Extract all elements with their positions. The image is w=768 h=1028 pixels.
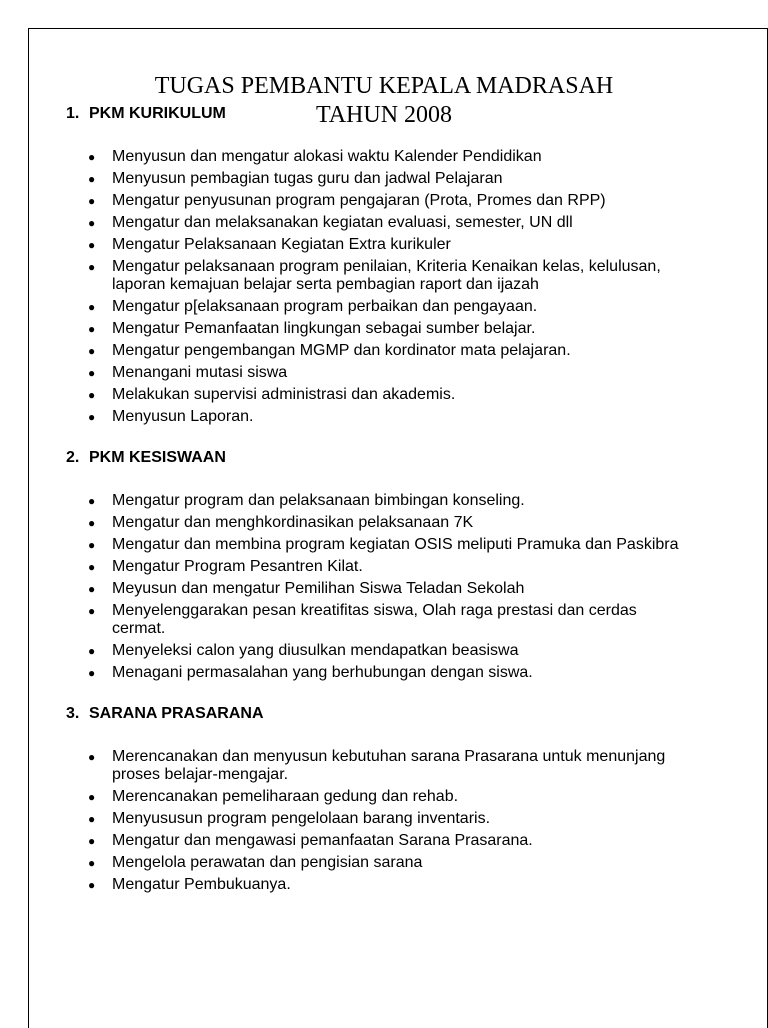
section-title: PKM KESISWAAN xyxy=(89,449,226,466)
bullet-icon: ● xyxy=(88,388,96,402)
list-item: ● Mengatur program dan pelaksanaan bimbingan konseling. xyxy=(66,490,686,512)
section-number: 3. xyxy=(66,705,80,722)
bullet-icon: ● xyxy=(88,300,96,314)
section-number: 2. xyxy=(66,449,80,466)
section-title: SARANA PRASARANA xyxy=(89,705,264,722)
document-title-line-2: TAHUN 2008 xyxy=(315,102,453,128)
bullet-icon: ● xyxy=(88,150,96,164)
bullet-icon: ● xyxy=(88,790,96,804)
list-item: ● Mengatur dan menghkordinasikan pelaksanaan 7K xyxy=(66,512,686,534)
list-item: ● Mengatur pelaksanaan program penilaian, Kriteria Kenaikan kelas, kelulusan, laporan kemajuan belajar serta pembagian raport dan ijazah xyxy=(88,258,661,293)
bullet-icon: ● xyxy=(88,582,96,596)
document-title-line-1: TUGAS PEMBANTU KEPALA MADRASAH xyxy=(154,73,614,99)
list-item: ● Mengatur penyusunan program pengajaran (Prota, Promes dan RPP) xyxy=(66,190,686,212)
list-item: ● Menyusun dan mengatur alokasi waktu Kalender Pendidikan xyxy=(66,146,686,168)
list-item: ● Mengatur Program Pesantren Kilat. xyxy=(66,556,686,578)
bullet-icon: ● xyxy=(88,260,96,274)
bullet-icon: ● xyxy=(88,812,96,826)
section-number: 1. xyxy=(66,105,80,122)
section-pkm-kesiswaan xyxy=(66,448,686,684)
list-item: ● Menyeleksi calon yang diusulkan mendapatkan beasiswa xyxy=(66,640,686,662)
bullet-icon: ● xyxy=(88,494,96,508)
bullet-icon: ● xyxy=(88,750,96,764)
section-heading xyxy=(66,104,686,124)
list-item: ● Mengatur Pemanfaatan lingkungan sebagai sumber belajar. xyxy=(66,318,686,340)
bullet-icon: ● xyxy=(88,560,96,574)
bullet-icon: ● xyxy=(88,834,96,848)
bullet-icon: ● xyxy=(88,516,96,530)
bullet-icon: ● xyxy=(88,410,96,424)
list-item: ● Meyusun dan mengatur Pemilihan Siswa Teladan Sekolah xyxy=(66,578,686,600)
list-item: ● Menagani permasalahan yang berhubungan dengan siswa. xyxy=(66,662,686,684)
section-heading xyxy=(66,704,686,724)
list-item: ● Menangani mutasi siswa xyxy=(66,362,686,384)
task-list xyxy=(66,146,686,428)
bullet-icon: ● xyxy=(88,238,96,252)
list-item: ● Merencanakan dan menyusun kebutuhan sarana Prasarana untuk menunjang proses belajar-mengajar. xyxy=(88,748,666,783)
list-item: ● Melakukan supervisi administrasi dan akademis. xyxy=(66,384,686,406)
bullet-icon: ● xyxy=(88,856,96,870)
list-item: ● Mengatur Pembukuanya. xyxy=(66,874,686,896)
list-item: ● Merencanakan pemeliharaan gedung dan rehab. xyxy=(66,786,686,808)
bullet-icon: ● xyxy=(88,322,96,336)
section-pkm-kurikulum xyxy=(66,104,686,428)
list-item: ● Mengatur dan mengawasi pemanfaatan Sarana Prasarana. xyxy=(66,830,686,852)
list-item: ● Mengatur dan melaksanakan kegiatan evaluasi, semester, UN dll xyxy=(66,212,686,234)
list-item: ● Menyusun pembagian tugas guru dan jadwal Pelajaran xyxy=(66,168,686,190)
list-item: ● Menyelenggarakan pesan kreatifitas siswa, Olah raga prestasi dan cerdas cermat. xyxy=(88,602,637,637)
section-title: PKM KURIKULUM xyxy=(89,105,226,122)
bullet-icon: ● xyxy=(88,366,96,380)
document-content xyxy=(66,104,686,916)
task-list xyxy=(66,490,686,684)
list-item: ● Mengatur dan membina program kegiatan OSIS meliputi Pramuka dan Paskibra xyxy=(66,534,686,556)
list-item: ● Mengelola perawatan dan pengisian sarana xyxy=(66,852,686,874)
list-item: ● Mengatur p[elaksanaan program perbaikan dan pengayaan. xyxy=(66,296,686,318)
list-item: ● Menyusun Laporan. xyxy=(66,406,686,428)
bullet-icon: ● xyxy=(88,194,96,208)
section-sarana-prasarana xyxy=(66,704,686,896)
bullet-icon: ● xyxy=(88,604,96,618)
section-heading xyxy=(66,448,686,468)
bullet-icon: ● xyxy=(88,216,96,230)
list-item: ● Menyususun program pengelolaan barang inventaris. xyxy=(66,808,686,830)
bullet-icon: ● xyxy=(88,172,96,186)
task-list xyxy=(66,746,686,896)
bullet-icon: ● xyxy=(88,666,96,680)
bullet-icon: ● xyxy=(88,644,96,658)
list-item: ● Mengatur Pelaksanaan Kegiatan Extra kurikuler xyxy=(66,234,686,256)
bullet-icon: ● xyxy=(88,344,96,358)
bullet-icon: ● xyxy=(88,878,96,892)
bullet-icon: ● xyxy=(88,538,96,552)
list-item: ● Mengatur pengembangan MGMP dan kordinator mata pelajaran. xyxy=(66,340,686,362)
